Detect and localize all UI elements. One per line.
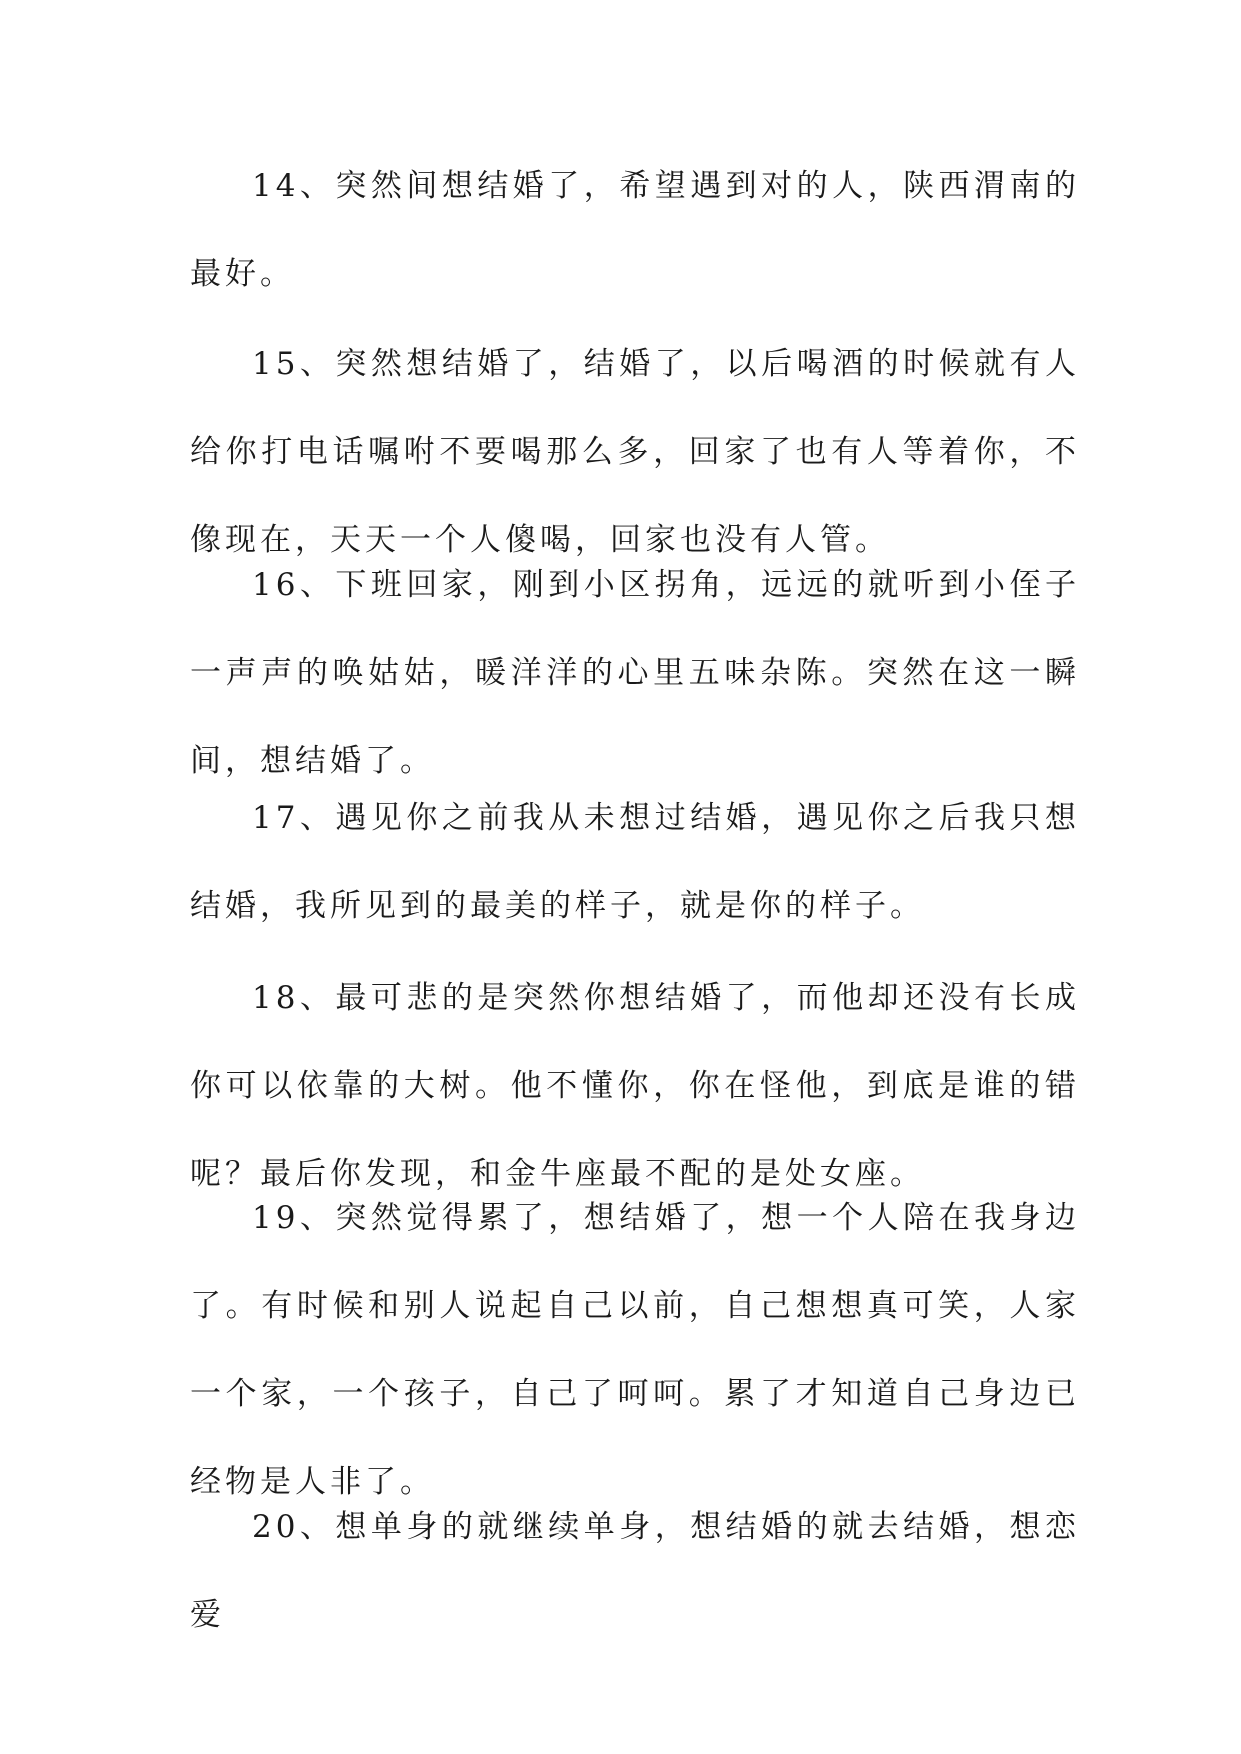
paragraph-17: 17、遇见你之前我从未想过结婚，遇见你之后我只想结婚，我所见到的最美的样子，就是你的样子。 — [190, 800, 1080, 924]
paragraph-16: 16、下班回家，刚到小区拐角，远远的就听到小侄子一声声的唤姑姑，暖洋洋的心里五味杂陈。突然在这一瞬间，想结婚了。 — [190, 567, 1080, 779]
paragraph-14: 14、突然间想结婚了，希望遇到对的人，陕西渭南的最好。 — [190, 168, 1080, 292]
paragraph-18: 18、最可悲的是突然你想结婚了，而他却还没有长成你可以依靠的大树。他不懂你，你在怪他，到底是谁的错呢？最后你发现，和金牛座最不配的是处女座。 — [190, 980, 1080, 1192]
paragraph-15: 15、突然想结婚了，结婚了，以后喝酒的时候就有人给你打电话嘱咐不要喝那么多，回家了也有人等着你，不像现在，天天一个人傻喝，回家也没有人管。 — [190, 346, 1080, 558]
paragraph-20: 20、想单身的就继续单身，想结婚的就去结婚，想恋爱 — [190, 1509, 1080, 1633]
paragraph-19: 19、突然觉得累了，想结婚了，想一个人陪在我身边了。有时候和别人说起自己以前，自己想想真可笑，人家一个家，一个孩子，自己了呵呵。累了才知道自己身边已经物是人非了。 — [190, 1200, 1080, 1500]
